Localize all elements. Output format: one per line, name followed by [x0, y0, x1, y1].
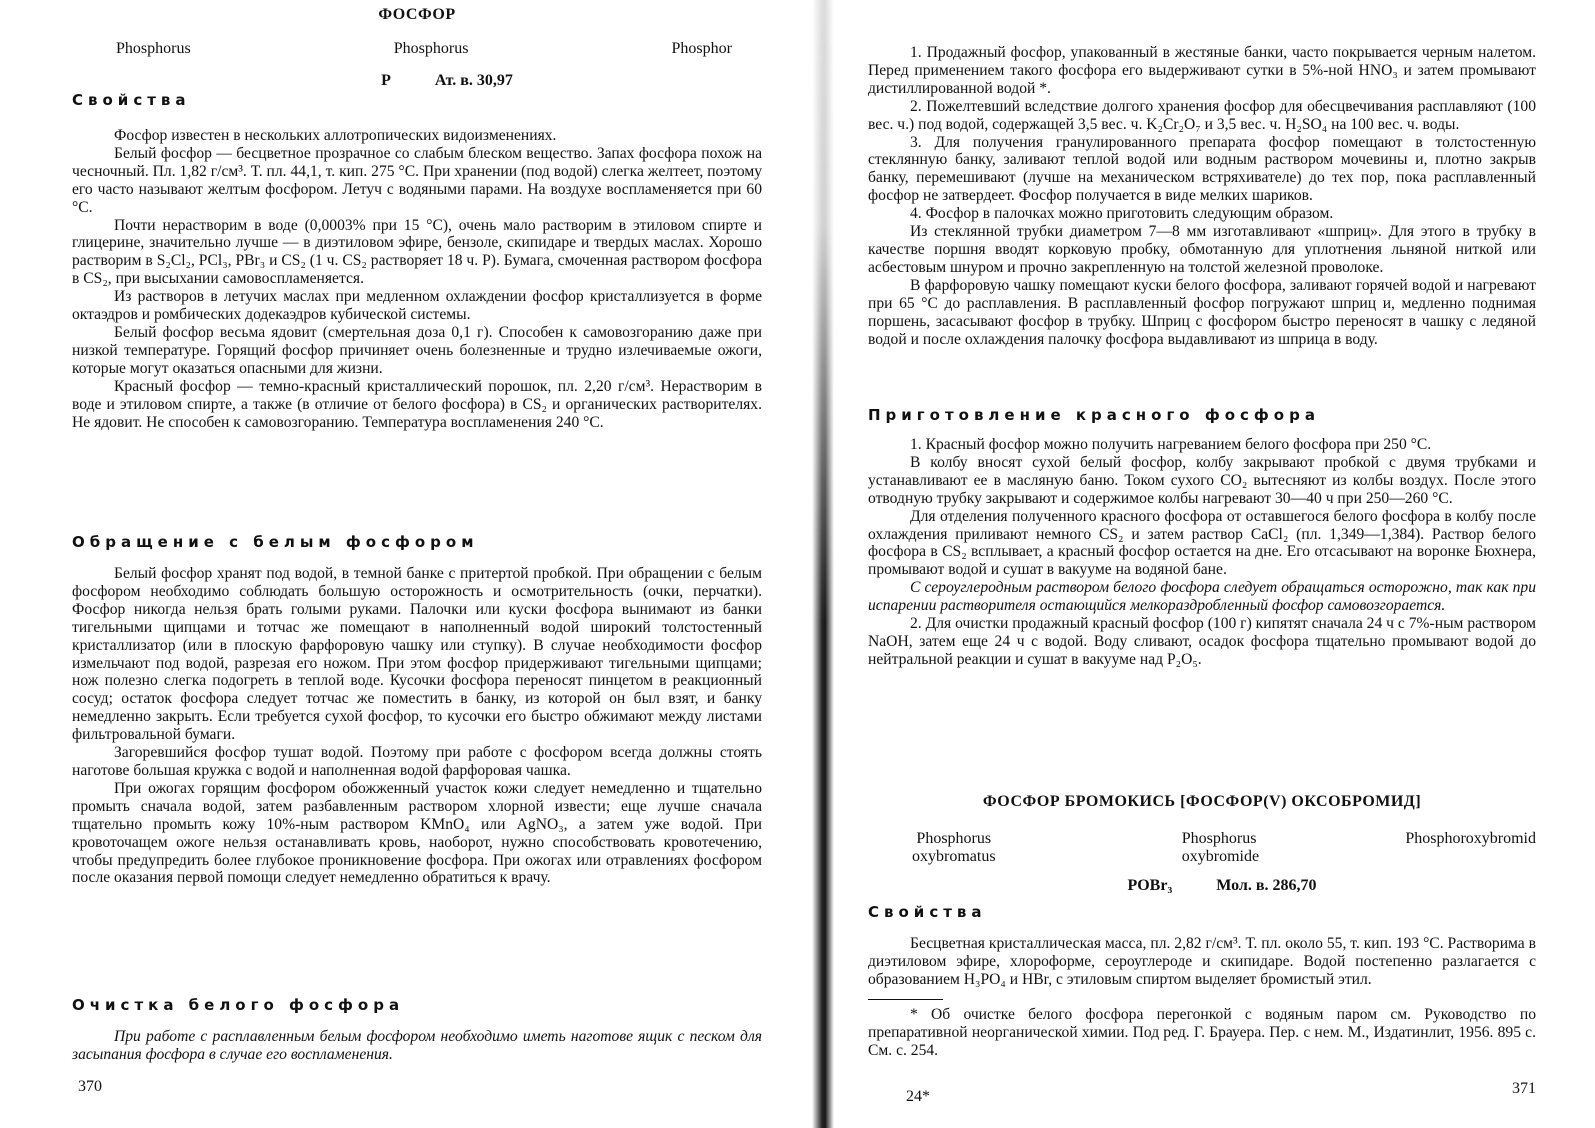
book-gutter-shadow	[812, 0, 834, 1128]
name-line: oxybromide	[1181, 848, 1260, 865]
paragraph: Белый фосфор — бесцветное прозрачное со слабым блеском вещество. Запах фосфора похож на чесночный. Пл. 1,82 г/см³. Т. пл. 44,1, т. кип. 275 °С. При хранении (под водой) слегка желтеет, поэтому его часто называют желтым фосфором. Летуч с водяными парами. На воздухе воспламеняется при 60 °С.	[72, 144, 762, 216]
section-heading: Свойства	[72, 91, 191, 109]
paragraph: При ожогах горящим фосфором обожженный участок кожи следует немедленно и тщательно промыть сначала водой, затем разбавленным раствором хлорной извести; еще лучше сначала тщательно промыть кожу 10%-ным раствором KMnO₄ или AgNO₃, а затем уже водой. При кровоточащем ожоге нельзя останавливать кровь, наоборот, нужно способствовать кровотечению, чтобы предупредить более глубокое проникновение фосфора. При ожогах или отравлениях фосфором после оказания первой помощи следует немедленно обратиться к врачу.	[72, 779, 762, 887]
molecular-weight: Мол. в. 286,70	[1216, 877, 1317, 894]
warning-paragraph: С сероуглеродным раствором белого фосфора следует обращаться осторожно, так как при испарении растворителя остающийся мелкораздробленный фосфор самовозгорается.	[868, 579, 1536, 615]
paragraph: Белый фосфор весьма ядовит (смертельная доза 0,1 г). Способен к самовозгоранию даже при низкой температуре. Горящий фосфор причиняет очень болезненные и трудно излечиваемые ожоги, которые могут оказаться опасными для жизни.	[72, 323, 762, 377]
paragraph: Из растворов в летучих маслах при медленном охлаждении фосфор кристаллизуется в форме октаэдров и ромбических додекаэдров кубической системы.	[72, 288, 762, 324]
entry-title	[72, 6, 762, 24]
name-english: Phosphorus	[393, 40, 469, 57]
section-entry2-properties	[868, 903, 1536, 1059]
paragraph: 1. Красный фосфор можно получить нагреванием белого фосфора при 250 °С.	[910, 436, 1432, 453]
paragraph: 2. Для очистки продажный красный фосфор (100 г) кипятят сначала 24 ч с 7%-ным раствором NaOH, затем еще 24 ч с водой. Воду сливают, осадок фосфора тщательно промывают водой до нейтральной реакции и сушат в вакууме над P₂O₅.	[868, 615, 1536, 668]
entry2-names	[868, 830, 1536, 866]
paragraph: 2. Пожелтевший вследствие долгого хранения фосфор для обесцвечивания расплавляют (100 вес. ч.) под водой, содержащей 3,5 вес. ч. K₂Cr₂O₇ и 3,5 вес. ч. H₂SO₄ на 100 вес. ч. воды.	[868, 97, 1536, 133]
paragraph: Белый фосфор хранят под водой, в темной банке с притертой пробкой. При обращении с белым фосфором необходимо соблюдать большую осторожность и осмотрительность (очки, перчатки). Фосфор никогда нельзя брать голыми руками. Палочки или куски фосфора вынимают из банки тигельными щипцами и тотчас же помещают в наполненный водой широкий толстостенный кристаллизатор (или в плоскую фарфоровую чашку или ступку). В случае необходимости фосфор измельчают под водой, разрезая его ножом. При этом фосфор придерживают тигельными щипцами; нож полезно слегка подогреть в теплой воде. Кусочки фосфора переносят пинцетом в реакционный сосуд; остаток фосфора следует тотчас же поместить в банку, из которой он был взят, и банку немедленно закрыть. Если требуется сухой фосфор, то кусочки его быстро обжимают между листами фильтровальной бумаги.	[72, 565, 762, 744]
footnote: * Об очистке белого фосфора перегонкой с водяным паром см. Руководство по препаративной неорганической химии. Под ред. Г. Брауера. Пер. с нем. М., Издатинлит, 1956. 895 с. См. с. 254.	[868, 1005, 1536, 1059]
section-heading: Свойства	[868, 903, 987, 921]
paragraph: Бесцветная кристаллическая масса, пл. 2,82 г/см³. Т. пл. около 55, т. кип. 193 °С. Растворима в диэтиловом эфире, хлороформе, сероуглероде и скипидаре. Водой постепенно разлагается с образованием H₃PO₄ и HBr, с этиловым спиртом выделяет бромистый этил.	[868, 935, 1536, 988]
name-english	[1182, 830, 1259, 866]
section-heading: Очистка белого фосфора	[72, 996, 405, 1014]
name-german	[1405, 830, 1536, 866]
section-purification	[72, 996, 762, 1064]
paragraph: Из стеклянной трубки диаметром 7—8 мм изготавливают «шприц». Для этого в трубку в качестве поршня вводят корковую пробку, обмотанную для уплотнения льняной ниткой или асбестовым шнуром и прочно закрепленную на толстой железной проволоке.	[868, 223, 1536, 276]
name-line: Phosphorus	[1181, 830, 1257, 847]
paragraph: Красный фосфор — темно-красный кристаллический порошок, пл. 2,20 г/см³. Нерастворим в воде и этиловом спирте, а также (в отличие от белого фосфора) в CS₂ и органических растворителях. Не ядовит. Не способен к самовозгоранию. Температура воспламенения 240 °С.	[72, 377, 762, 431]
paragraph: Загоревшийся фосфор тушат водой. Поэтому при работе с фосфором всегда должны стоять наготове большая кружка с водой и наполненная водой фарфоровая чашка.	[72, 744, 762, 779]
page-number: 371	[1512, 1080, 1536, 1097]
page-number: 370	[78, 1078, 102, 1095]
name-latin	[912, 830, 996, 866]
paragraph: 4. Фосфор в палочках можно приготовить следующим образом.	[910, 205, 1334, 223]
paragraph: Для отделения полученного красного фосфора от оставшегося белого фосфора в колбу после охлаждения приливают немного CS₂ и затем раствор CaCl₂ (пл. 1,349—1,384). Раствор белого фосфора в CS₂ всплывает, а красный фосфор остается на дне. Его отсасывают на воронке Бюхнера, промывают водой и сушат в вакууме на водяной бане.	[868, 507, 1536, 579]
warning-paragraph: При работе с расплавленным белым фосфором необходимо иметь наготове ящик с песком для засыпания фосфора в случае его воспламенения.	[72, 1028, 762, 1063]
paragraph: В фарфоровую чашку помещают куски белого фосфора, заливают горячей водой и нагревают при 65 °С до расплавления. В расплавленный фосфор погружают шприц и, медленно поднимая поршень, засасывают фосфор в трубку. Шприц с фосфором быстро переносят в чашку с ледяной водой и после охлаждения палочку фосфора выдавливают из шприца в воду.	[868, 276, 1536, 348]
entry-names	[72, 40, 762, 58]
entry-title-text: ФОСФОР	[378, 6, 456, 23]
left-page	[72, 0, 762, 1128]
signature-mark: 24*	[906, 1088, 930, 1105]
chemical-formula: POBr₃	[1127, 877, 1173, 894]
entry2-title	[868, 793, 1536, 811]
purification-steps	[868, 44, 1536, 348]
paragraph: Фосфор известен в нескольких аллотропических видоизменениях.	[114, 127, 557, 144]
section-heading: Приготовление красного фосфора	[868, 406, 1320, 424]
name-latin: Phosphorus	[116, 40, 191, 57]
chemical-formula: P	[381, 72, 391, 89]
name-line: Phosphoroxybromid	[1405, 830, 1536, 847]
paragraph: 1. Продажный фосфор, упакованный в жестяные банки, часто покрывается черным налетом. Перед применением такого фосфора его выдерживают сутки в 5%-ной HNO₃ и затем промывают дистиллированной водой *.	[868, 44, 1536, 97]
entry2-formula	[868, 877, 1536, 895]
paragraph: 3. Для получения гранулированного препарата фосфор помещают в толстостенную стеклянную банку, заливают теплой водой или водным раствором мочевины и, плотно закрыв банку, перемешивают (лучше на механическом встряхивателе) до тех пор, пока расплавленный фосфор не затвердеет. Фосфор получается в виде мелких шариков.	[868, 133, 1536, 205]
name-line: Phosphorus	[916, 830, 992, 847]
section-handling	[72, 533, 762, 887]
right-page	[868, 0, 1536, 1128]
name-line: oxybromatus	[912, 848, 996, 865]
entry2-title-text: ФОСФОР БРОМОКИСЬ [ФОСФОР(V) ОКСОБРОМИД]	[982, 793, 1422, 810]
paragraph: Почти нерастворим в воде (0,0003% при 15 °С), очень мало растворим в этиловом спирте и глицерине, значительно лучше — в диэтиловом эфире, бензоле, скипидаре и твердых маслах. Хорошо растворим в S₂Cl₂, PCl₃, PBr₃ и CS₂ (1 ч. CS₂ растворяет 18 ч. P). Бумага, смоченная раствором фосфора в CS₂, при высыхании самовоспламеняется.	[72, 216, 762, 288]
section-heading: Обращение с белым фосфором	[72, 533, 479, 551]
atomic-weight: Ат. в. 30,97	[434, 72, 513, 89]
paragraph: В колбу вносят сухой белый фосфор, колбу закрывают пробкой с двумя трубками и устанавливают ее в масляную баню. Током сухого CO₂ вытесняют из колбы воздух. После этого отводную трубку закрывают и содержимое колбы нагревают 30—40 ч при 250—260 °С.	[868, 453, 1536, 507]
section-properties	[72, 91, 762, 431]
name-german: Phosphor	[671, 40, 732, 57]
entry-formula	[72, 72, 762, 90]
footnote-divider	[868, 999, 943, 1000]
section-red-phosphorus	[868, 406, 1536, 669]
